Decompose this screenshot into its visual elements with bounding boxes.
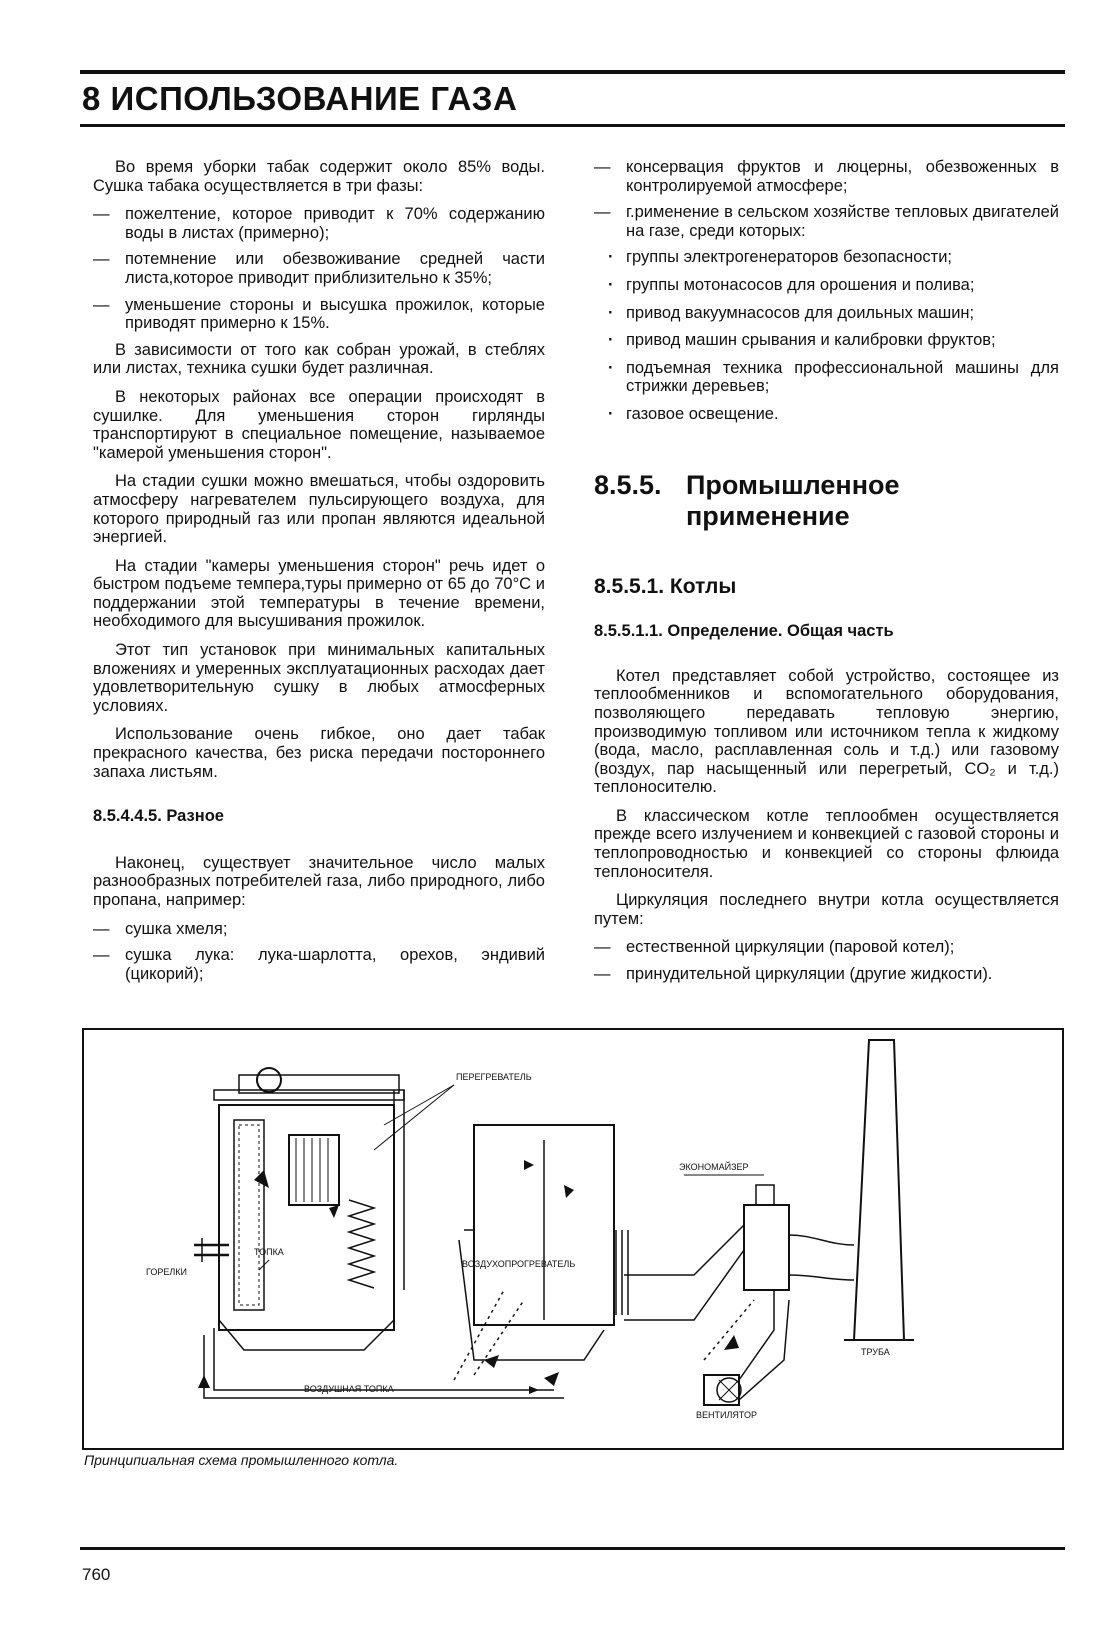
economizer-unit — [744, 1205, 789, 1290]
header-rule-bottom — [80, 124, 1065, 127]
paragraph: Наконец, существует значительное число малых разнообразных потребителей газа, либо природного, либо пропана, например: — [93, 853, 545, 909]
figure-caption: Принципиальная схема промышленного котла. — [84, 1452, 399, 1468]
section-title-line2: применение — [686, 500, 850, 531]
list-item: — сушка хмеля; — [93, 920, 545, 939]
list-item: — пожелтение, которое приводит к 70% содержанию воды в листах (примерно); — [93, 205, 545, 242]
list-item: — сушка лука: лука-шарлотта, орехов, эндивий (цикорий); — [93, 946, 545, 983]
label-superheater: ПЕРЕГРЕВАТЕЛЬ — [456, 1072, 532, 1082]
section-heading-misc: 8.5.4.4.5. Разное — [93, 807, 224, 826]
label-air-heater: ВОЗДУХОПРОГРЕВАТЕЛЬ — [462, 1259, 576, 1269]
list-item: — естественной циркуляции (паровой котел); — [594, 938, 1059, 957]
paragraph: На стадии сушки можно вмешаться, чтобы оздоровить атмосферу нагревателем пульсирующего воздуха, для которого природный газ или пропан являются идеальной энергией. — [93, 472, 545, 547]
paragraph: Циркуляция последнего внутри котла осуществляется путем: — [594, 891, 1059, 928]
label-air-duct: ВОЗДУШНАЯ ТОПКА — [304, 1384, 394, 1394]
section-heading-definition: 8.5.5.1.1. Определение. Общая часть — [594, 622, 894, 641]
footer-rule — [80, 1547, 1065, 1550]
right-column — [594, 158, 1059, 992]
boiler-diagram-svg — [84, 1030, 1066, 1452]
label-furnace: ТОПКА — [254, 1247, 284, 1257]
chimney — [854, 1040, 904, 1340]
header-rule-top — [80, 70, 1065, 74]
boiler-body — [219, 1105, 394, 1330]
paragraph: Котел представляет собой устройство, состоящее из теплообменников и вспомогательного оборудования, позволяющего передавать тепловую энергию, производимую топливом или источником тепла к жидкому (вода, масло, расплавленная соль и т.д.) или газовому (воздух, пар насыщенный или перегретый, CO₂ и т.д.) теплоносителю. — [594, 666, 1059, 797]
paragraph: Использование очень гибкое, оно дает табак прекрасного качества, без риска передачи постороннего запаха листьям. — [93, 725, 545, 781]
bullet-item: · привод машин срывания и калибровки фруктов; — [594, 331, 1059, 350]
label-economizer: ЭКОНОМАЙЗЕР — [679, 1162, 749, 1172]
list-item: — уменьшение стороны и высушка прожилок, которые приводят примерно к 15%. — [93, 296, 545, 333]
boiler-diagram — [82, 1028, 1064, 1450]
paragraph: В классическом котле теплообмен осуществляется прежде всего излучением и конвекцией с газовой стороны и теплопроводностью и конвекцией со стороны флюида теплоносителя. — [594, 806, 1059, 881]
bullet-item: · группы мотонасосов для орошения и полива; — [594, 276, 1059, 295]
list-item: — г.рименение в сельском хозяйстве тепловых двигателей на газе, среди которых: — [594, 203, 1059, 240]
steam-drum — [257, 1068, 281, 1092]
bullet-item: · газовое освещение. — [594, 405, 1059, 424]
section-title-line1: Промышленное — [686, 469, 900, 500]
chapter-title: 8 ИСПОЛЬЗОВАНИЕ ГАЗА — [82, 80, 518, 117]
list-item: — потемнение или обезвоживание средней части листа,которое приводит приблизительно к 35%; — [93, 250, 545, 287]
paragraph: В зависимости от того как собран урожай, в стеблях или листах, техника сушки будет различная. — [93, 340, 545, 378]
page-number: 760 — [82, 1565, 111, 1584]
bullet-item: · привод вакуумнасосов для доильных машин; — [594, 304, 1059, 323]
list-item: — принудительной циркуляции (другие жидкости). — [594, 965, 1059, 984]
paragraph: На стадии "камеры уменьшения сторон" речь идет о быстром подъеме темпера,туры примерно от 65 до 70°С и поддержании этой температуры в течение времени, необходимого для высушивания прожилок. — [93, 556, 545, 631]
section-heading-boilers: 8.5.5.1. Котлы — [594, 574, 737, 598]
label-fan: ВЕНТИЛЯТОР — [696, 1410, 757, 1420]
label-chimney: ТРУБА — [861, 1347, 890, 1357]
section-number: 8.5.5. — [594, 469, 662, 500]
section-heading-industrial — [594, 470, 1059, 532]
list-item: — консервация фруктов и люцерны, обезвоженных в контролируемой атмосфере; — [594, 158, 1059, 195]
paragraph: Этот тип установок при минимальных капитальных вложениях и умеренных эксплуатационных расходах дает удовлетворительную сушку в любых атмосферных условиях. — [93, 641, 545, 715]
bullet-item: · группы электрогенераторов безопасности; — [594, 248, 1059, 267]
left-column — [93, 158, 545, 991]
paragraph: В некоторых районах все операции происходят в сушилке. Для уменьшения сторон гирлянды транспортируют в специальное помещение, называемое "камерой уменьшения сторон". — [93, 387, 545, 462]
bullet-item: · подъемная техника профессиональной машины для стрижки деревьев; — [594, 359, 1059, 396]
label-burners: ГОРЕЛКИ — [146, 1267, 187, 1277]
paragraph: Во время уборки табак содержит около 85% воды. Сушка табака осуществляется в три фазы: — [93, 158, 545, 195]
